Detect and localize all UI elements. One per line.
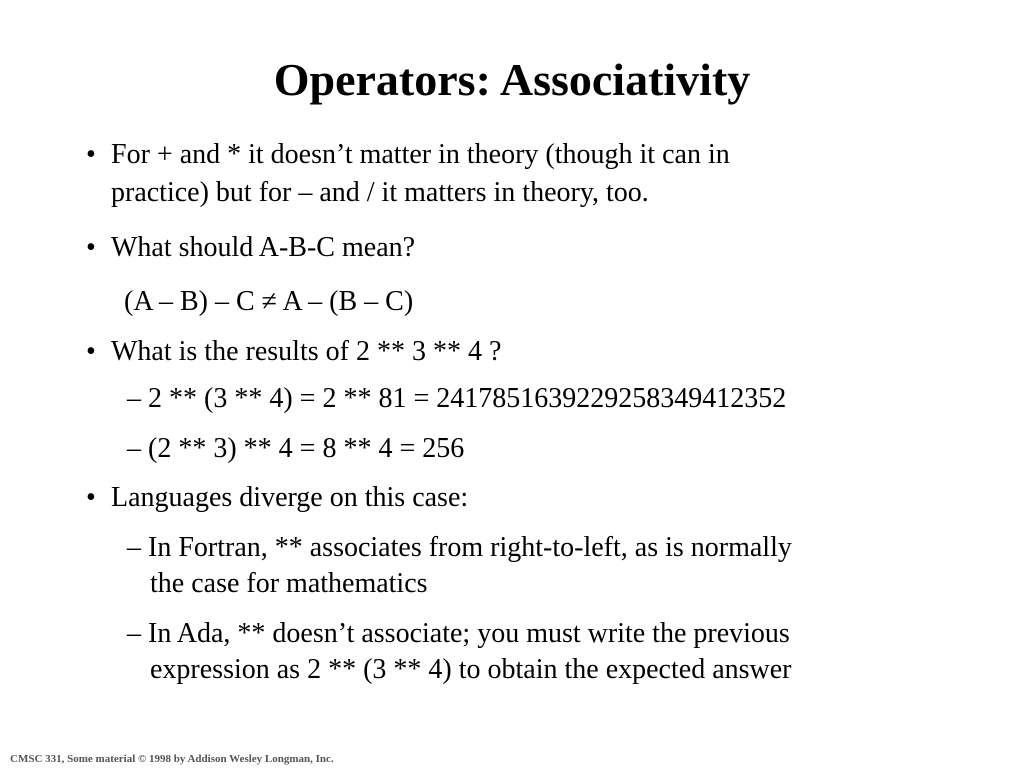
bullet-2-marker: •: [86, 232, 96, 263]
bullet-4-marker: •: [86, 482, 96, 513]
bullet-4-line-1: Languages diverge on this case:: [111, 482, 469, 513]
bullet-1-marker: •: [86, 139, 96, 170]
bullet-3-marker: •: [86, 336, 96, 367]
bullet-4-subitem-1-line-2: the case for mathematics: [150, 568, 428, 599]
bullet-4-subitem-2-line-1: – In Ada, ** doesn’t associate; you must write the previous: [127, 618, 790, 649]
bullet-1-line-2: practice) but for – and / it matters in theory, too.: [111, 177, 649, 208]
bullet-4-subitem-2-line-2: expression as 2 ** (3 ** 4) to obtain the expected answer: [150, 654, 792, 685]
bullet-1-line-1: For + and * it doesn’t matter in theory (though it can in: [111, 139, 730, 170]
slide-title: Operators: Associativity: [273, 54, 751, 105]
bullet-3-line-1: What is the results of 2 ** 3 ** 4 ?: [111, 336, 502, 367]
bullet-2-line-1: What should A-B-C mean?: [111, 232, 416, 263]
bullet-4-subitem-1-line-1: – In Fortran, ** associates from right-to-left, as is normally: [127, 532, 792, 563]
footer-copyright: CMSC 331, Some material © 1998 by Addison Wesley Longman, Inc.: [10, 753, 334, 765]
bullet-3-subitem-1: – 2 ** (3 ** 4) = 2 ** 81 = 2417851639229258349412352: [127, 383, 787, 414]
bullet-2-formula: (A – B) – C ≠ A – (B – C): [124, 286, 414, 317]
bullet-3-subitem-2: – (2 ** 3) ** 4 = 8 ** 4 = 256: [127, 433, 465, 464]
